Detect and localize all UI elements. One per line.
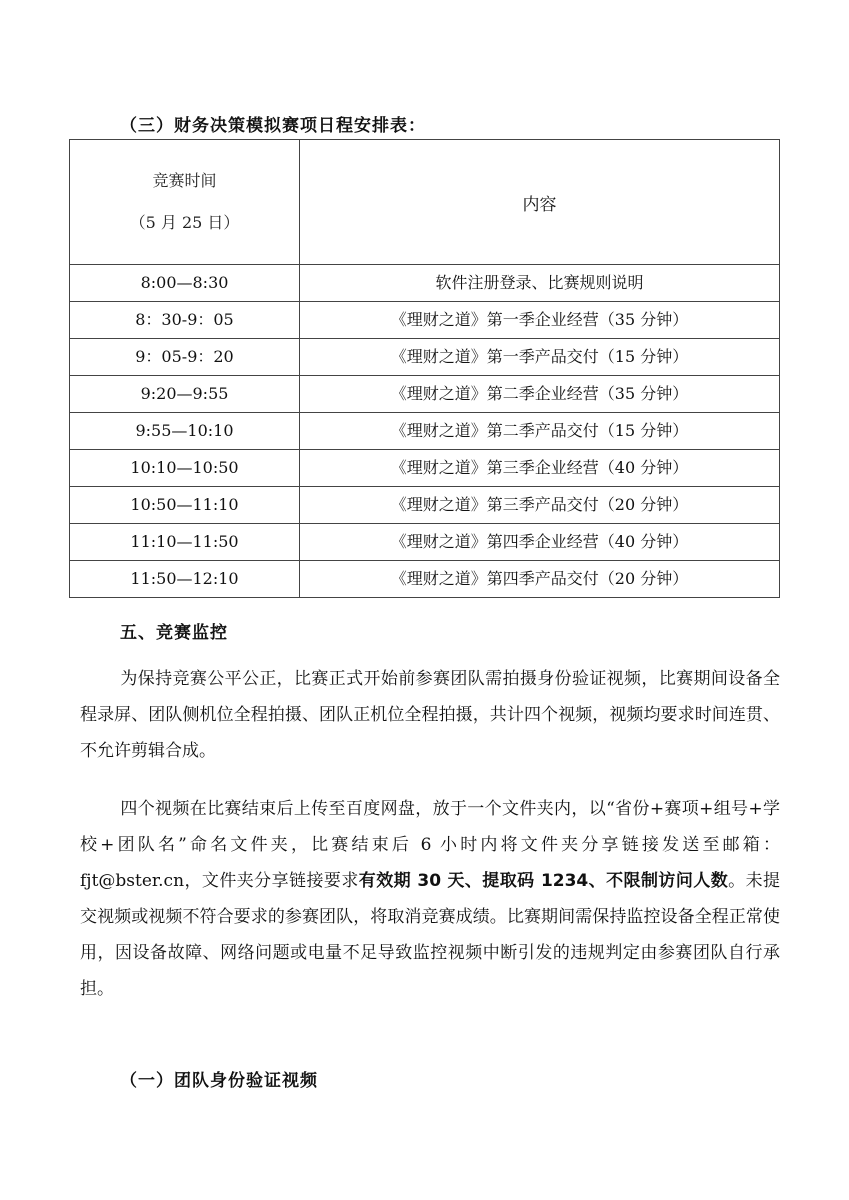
table-row <box>70 487 780 524</box>
table-row <box>70 450 780 487</box>
content-cell: 《理财之道》第三季企业经营（40 分钟） <box>300 450 780 487</box>
schedule-table <box>69 139 780 598</box>
header-time-cell <box>70 140 300 265</box>
content-cell: 《理财之道》第三季产品交付（20 分钟） <box>300 487 780 524</box>
time-cell: 8：30-9：05 <box>70 302 300 339</box>
paragraph-upload-text-2: 。未提交视频或视频不符合要求的参赛团队，将取消竞赛成绩。比赛期间需保持监控设备全程正常使用，因设备故障、网络问题或电量不足导致监控视频中断引发的违规判定由参赛团队自行承担。 <box>80 871 781 999</box>
header-content-label: 内容 <box>300 140 780 265</box>
content-cell: 《理财之道》第四季企业经营（40 分钟） <box>300 524 780 561</box>
table-row <box>70 302 780 339</box>
time-cell: 8:00—8:30 <box>70 265 300 302</box>
time-cell: 9：05-9：20 <box>70 339 300 376</box>
header-time-label: 竞赛时间 <box>152 171 217 190</box>
table-row <box>70 413 780 450</box>
paragraph-upload-requirements: 有效期 30 天、提取码 1234、不限制访问人数 <box>358 871 729 891</box>
table-row <box>70 561 780 598</box>
time-cell: 9:20—9:55 <box>70 376 300 413</box>
table-row <box>70 265 780 302</box>
paragraph-fairness-text: 为保持竞赛公平公正，比赛正式开始前参赛团队需拍摄身份验证视频，比赛期间设备全程录屏、团队侧机位全程拍摄、团队正机位全程拍摄，共计四个视频，视频均要求时间连贯、不允许剪辑合成。 <box>80 669 780 761</box>
paragraph-upload-text-1: 四个视频在比赛结束后上传至百度网盘，放于一个文件夹内，以“省份+赛项+组号+学校+团队名”命名文件夹，比赛结束后 6 小时内将文件夹分享链接发送至邮箱：fjt@bster.cn，文件夹分享链接要求 <box>80 799 780 891</box>
content-cell: 《理财之道》第一季企业经营（35 分钟） <box>300 302 780 339</box>
time-cell: 10:50—11:10 <box>70 487 300 524</box>
time-cell: 11:10—11:50 <box>70 524 300 561</box>
identity-video-heading: （一）团队身份验证视频 <box>120 1071 318 1091</box>
content-cell: 《理财之道》第四季产品交付（20 分钟） <box>300 561 780 598</box>
content-cell: 《理财之道》第一季产品交付（15 分钟） <box>300 339 780 376</box>
time-cell: 9:55—10:10 <box>70 413 300 450</box>
paragraph-fairness <box>80 661 780 769</box>
content-cell: 软件注册登录、比赛规则说明 <box>300 265 780 302</box>
monitoring-heading: 五、竞赛监控 <box>120 623 228 643</box>
table-row <box>70 524 780 561</box>
table-row <box>70 376 780 413</box>
paragraph-upload <box>80 791 780 1007</box>
table-header-row <box>70 140 780 265</box>
content-cell: 《理财之道》第二季产品交付（15 分钟） <box>300 413 780 450</box>
time-cell: 11:50—12:10 <box>70 561 300 598</box>
table-row <box>70 339 780 376</box>
schedule-heading: （三）财务决策模拟赛项日程安排表： <box>120 116 426 136</box>
time-cell: 10:10—10:50 <box>70 450 300 487</box>
content-cell: 《理财之道》第二季企业经营（35 分钟） <box>300 376 780 413</box>
header-date-label: （5 月 25 日） <box>129 213 240 232</box>
